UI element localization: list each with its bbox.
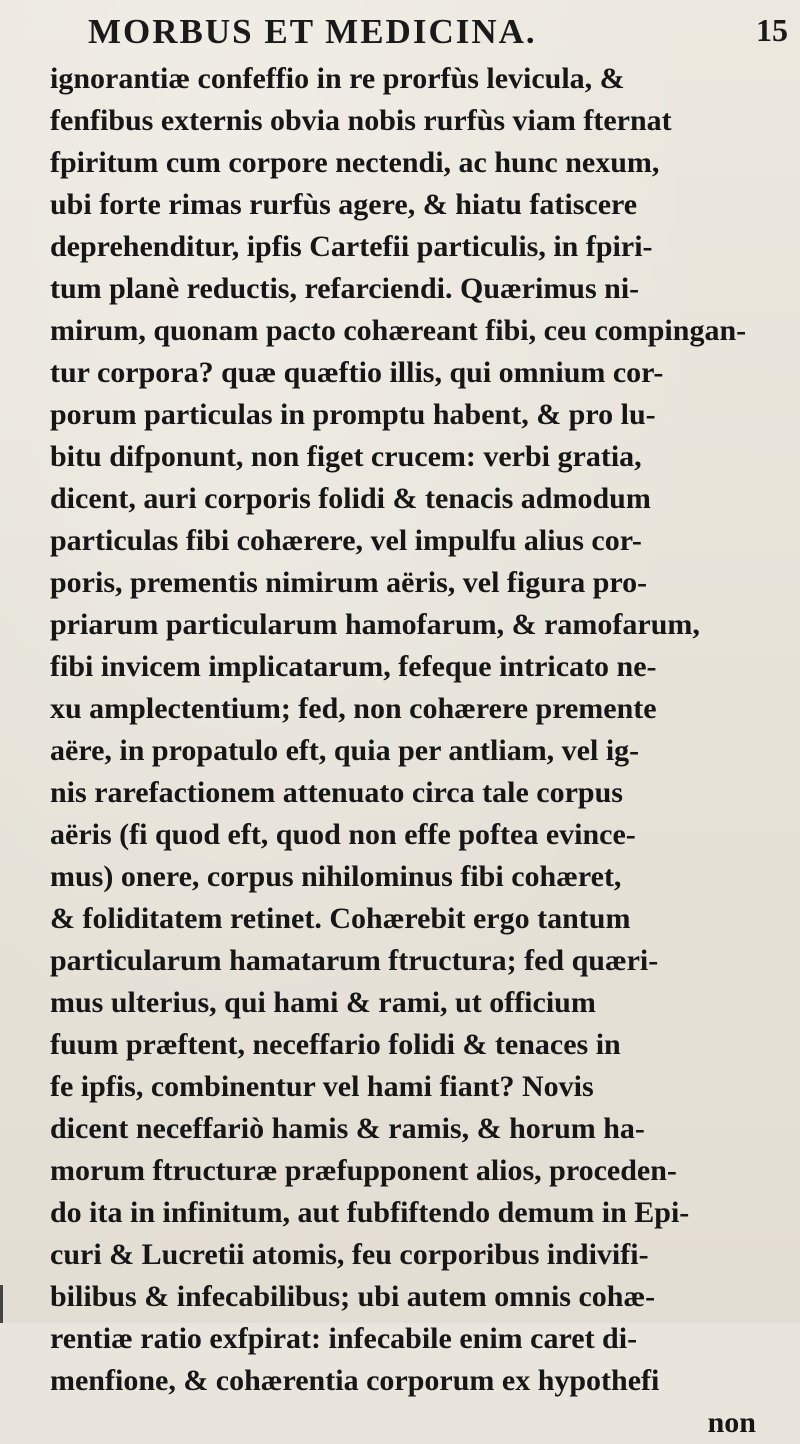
text-line: ignorantiæ confeffio in re prorfùs levicula, & — [50, 62, 625, 95]
page-edge-mark — [0, 1285, 3, 1323]
body-text — [50, 58, 792, 1444]
text-line: & foliditatem retinet. Cohærebit ergo tantum — [50, 902, 631, 935]
text-line: fibi invicem implicatarum, fefeque intricato ne- — [50, 650, 657, 683]
text-line: fe ipfis, combinentur vel hami fiant? Novis — [50, 1070, 594, 1103]
text-line: tur corpora? quæ quæftio illis, qui omnium cor- — [50, 356, 664, 389]
text-line: aëre, in propatulo eft, quia per antliam, vel ig- — [50, 734, 640, 767]
text-line: bilibus & infecabilibus; ubi autem omnis cohæ- — [50, 1280, 656, 1313]
text-line: mus ulterius, qui hami & rami, ut officium — [50, 986, 596, 1019]
running-header — [88, 12, 788, 52]
text-line: menfione, & cohærentia corporum ex hypothefi — [50, 1364, 660, 1397]
text-line: bitu difponunt, non figet crucem: verbi gratia, — [50, 440, 642, 473]
text-line: particularum hamatarum ftructura; fed quæri- — [50, 944, 659, 977]
text-line: aëris (fi quod eft, quod non effe poftea evince- — [50, 818, 636, 851]
text-line: particulas fibi cohærere, vel impulfu alius cor- — [50, 524, 642, 557]
running-title: MORBUS ET MEDICINA. — [88, 12, 537, 51]
text-line: fpiritum cum corpore nectendi, ac hunc nexum, — [50, 146, 660, 179]
text-line: xu amplectentium; fed, non cohærere premente — [50, 692, 657, 725]
text-line: dicent neceffariò hamis & ramis, & horum ha- — [50, 1112, 645, 1145]
text-line: curi & Lucretii atomis, feu corporibus indivifi- — [50, 1238, 649, 1271]
catchword: non — [707, 1406, 756, 1439]
text-line: priarum particularum hamofarum, & ramofarum, — [50, 608, 700, 641]
text-line: nis rarefactionem attenuato circa tale corpus — [50, 776, 623, 809]
text-line: do ita in infinitum, aut fubfiftendo demum in Epi- — [50, 1196, 690, 1229]
text-line: mirum, quonam pacto cohæreant fibi, ceu compingan- — [50, 314, 747, 347]
text-line: rentiæ ratio exfpirat: infecabile enim caret di- — [50, 1322, 638, 1355]
text-line: ubi forte rimas rurfùs agere, & hiatu fatiscere — [50, 188, 638, 221]
text-line: poris, prementis nimirum aëris, vel figura pro- — [50, 566, 648, 599]
page-number: 15 — [756, 12, 788, 48]
text-line: morum ftructuræ præfupponent alios, proceden- — [50, 1154, 677, 1187]
text-line: tum planè reductis, refarciendi. Quærimus ni- — [50, 272, 640, 305]
text-line: dicent, auri corporis folidi & tenacis admodum — [50, 482, 651, 515]
text-line: fenfibus externis obvia nobis rurfùs viam fternat — [50, 104, 672, 137]
text-line: deprehenditur, ipfis Cartefii particulis, in fpiri- — [50, 230, 653, 263]
text-line: porum particulas in promptu habent, & pro lu- — [50, 398, 656, 431]
text-line: fuum præftent, neceffario folidi & tenaces in — [50, 1028, 621, 1061]
text-line: mus) onere, corpus nihilominus fibi cohæret, — [50, 860, 622, 893]
